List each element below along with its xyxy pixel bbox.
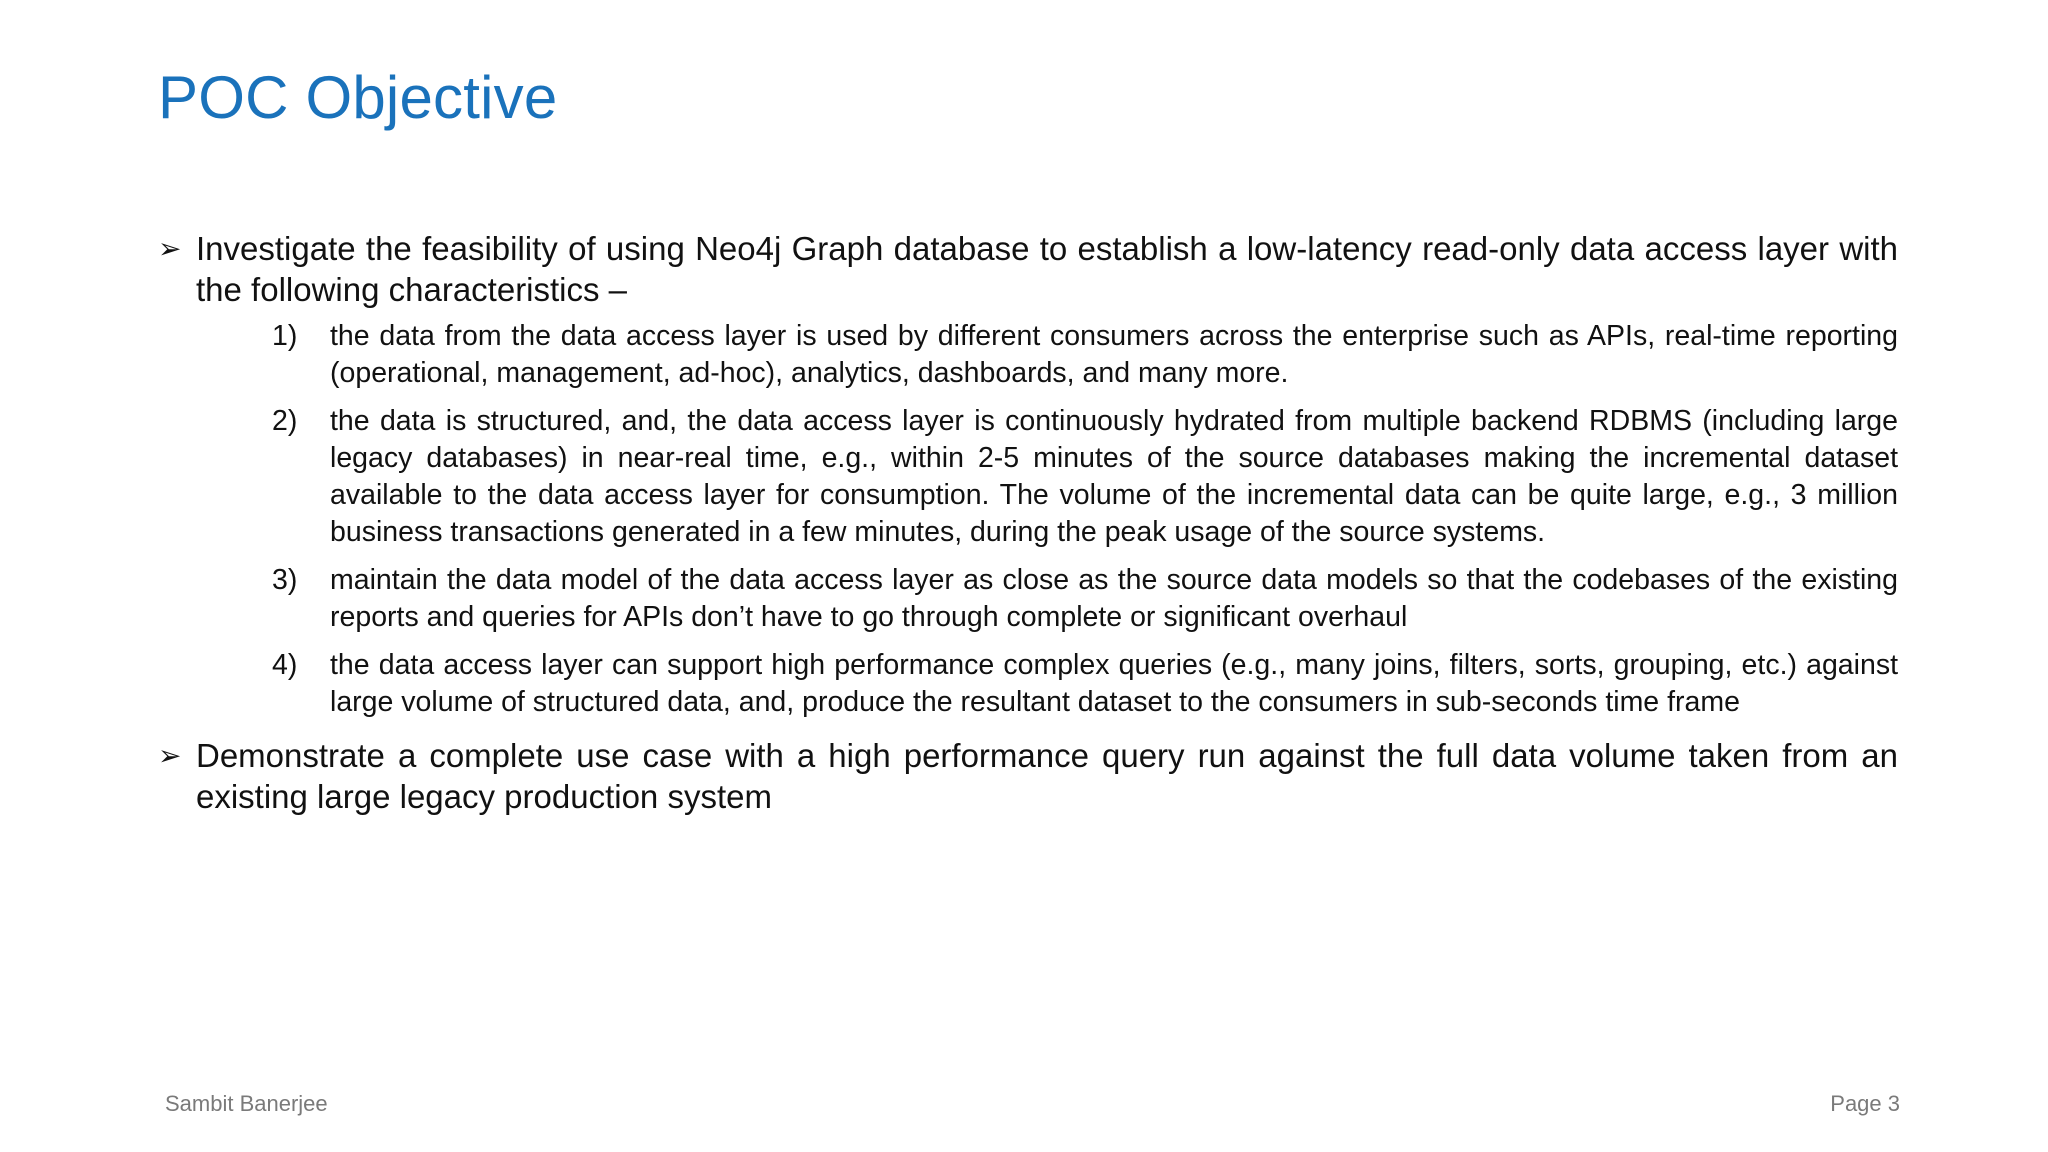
arrow-bullet-icon: ➢ — [158, 740, 182, 771]
page-title: POC Objective — [158, 64, 558, 131]
list-item — [196, 318, 1898, 392]
arrow-bullet-icon: ➢ — [158, 233, 182, 264]
list-item-text: the data is structured, and, the data access layer is continuously hydrated from multiple backend RDBMS (including large legacy databases) in near-real time, e.g., within 2-5 minutes of the source databases making the incremental dataset available to the data access layer for consumption. The volume of the incremental data can be quite large, e.g., 3 million business transactions generated in a few minutes, during the peak usage of the source systems. — [330, 405, 1898, 548]
slide-content — [158, 228, 1898, 817]
bullet-text: Investigate the feasibility of using Neo4j Graph database to establish a low-latency read-only data access layer with the following characteristics – — [196, 230, 1898, 308]
list-item-text: maintain the data model of the data access layer as close as the source data models so that the codebases of the existing reports and queries for APIs don’t have to go through complete or significant overhaul — [330, 564, 1898, 633]
footer-page-number: Page 3 — [1830, 1091, 1900, 1116]
list-item — [196, 647, 1898, 721]
characteristics-list — [196, 318, 1898, 721]
list-item — [196, 403, 1898, 551]
footer-author: Sambit Banerjee — [165, 1091, 328, 1116]
list-item — [196, 562, 1898, 636]
list-number: 1) — [272, 320, 298, 352]
list-item-text: the data access layer can support high performance complex queries (e.g., many joins, filters, sorts, grouping, etc.) against large volume of structured data, and, produce the resultant dataset to the consumers in sub-seconds time frame — [330, 649, 1898, 718]
bullet-text: Demonstrate a complete use case with a high performance query run against the full data volume taken from an existing large legacy production system — [196, 737, 1898, 815]
bullet-investigate — [158, 228, 1898, 721]
list-number: 2) — [272, 405, 298, 437]
bullet-demonstrate — [158, 735, 1898, 817]
list-number: 3) — [272, 564, 298, 596]
list-number: 4) — [272, 649, 298, 681]
list-item-text: the data from the data access layer is used by different consumers across the enterprise such as APIs, real-time reporting (operational, management, ad-hoc), analytics, dashboards, and many more. — [330, 320, 1898, 389]
